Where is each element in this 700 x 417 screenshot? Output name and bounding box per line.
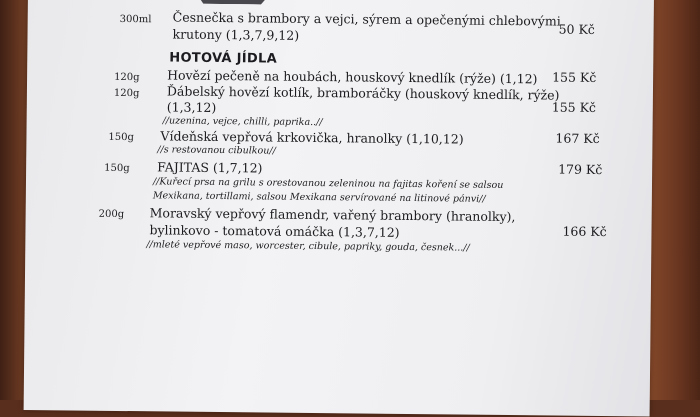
item-name: Vídeňská vepřová krkovička, hranolky (1,10,12) <box>160 128 464 147</box>
item-weight: 200g <box>98 208 125 221</box>
section-title: HOTOVÁ JÍDLA <box>169 50 278 67</box>
item-weight: 120g <box>114 71 140 84</box>
soup-name-line1: Česnečka s brambory a vejci, sýrem a opečenými chlebovými <box>172 9 561 29</box>
item-name-line2: bylinkovo - tomatová omáčka (1,3,7,12) <box>149 222 400 240</box>
item-name: Hovězí pečeně na houbách, houskový knedlík (rýže) (1,12) <box>167 67 538 87</box>
item-note: //uzenina, vejce, chilli, paprika..// <box>162 115 323 129</box>
item-note: //s restovanou cibulkou// <box>157 144 276 157</box>
item-note: //mleté vepřové maso, worcester, cibule, papriky, gouda, česnek...// <box>146 239 470 254</box>
item-name: Ďábelský hovězí kotlík, bramboráčky (houskový knedlík, rýže) <box>166 83 560 103</box>
item-weight: 150g <box>104 162 130 175</box>
item-price: 155 Kč <box>552 69 597 85</box>
item-price: 167 Kč <box>555 130 600 146</box>
item-note-line1: //Kuřecí prsa na grilu s orestovanou zeleninou na fajitas koření se salsou <box>152 176 504 191</box>
item-name-line2: (1,3,12) <box>166 99 217 115</box>
item-name: Moravský vepřový flamendr, vařený brambory (hranolky), <box>149 205 516 225</box>
item-price: 166 Kč <box>562 223 607 240</box>
item-price: 179 Kč <box>558 161 603 178</box>
item-name: FAJITAS (1,7,12) <box>157 159 263 176</box>
soup-name-line2: krutony (1,3,7,9,12) <box>172 26 300 43</box>
item-note-line2: Mexikana, tortillami, salsou Mexikana servírované na litinové pánvi// <box>152 190 486 205</box>
item-weight: 150g <box>108 131 135 144</box>
menu-sheet <box>24 0 654 417</box>
soup-weight: 300ml <box>119 13 152 26</box>
cut-off-heading <box>198 0 268 5</box>
item-weight: 120g <box>113 87 140 100</box>
item-price: 155 Kč <box>551 99 597 115</box>
soup-price: 50 Kč <box>558 21 595 37</box>
